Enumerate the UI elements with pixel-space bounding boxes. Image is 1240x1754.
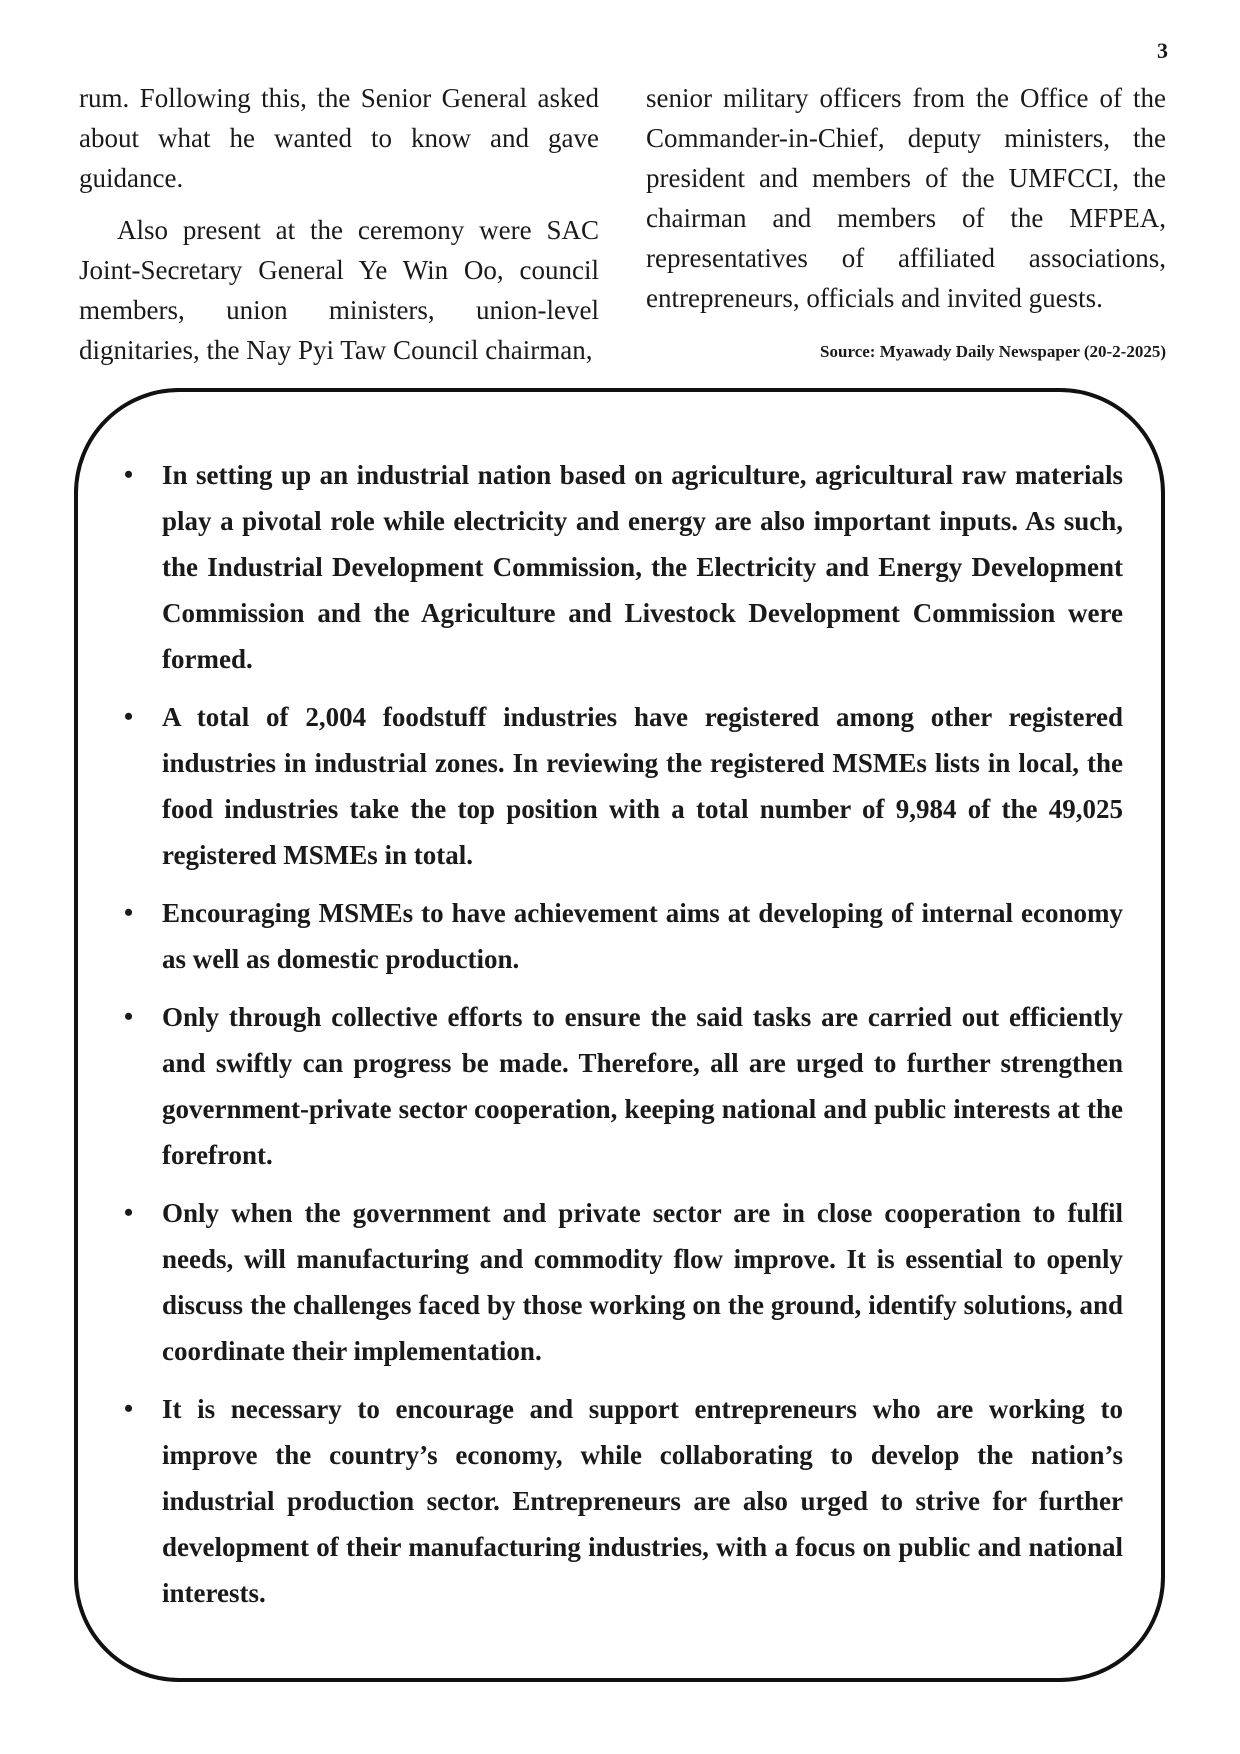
paragraph-continued: rum. Following this, the Senior General asked about what he wanted to know and gave guidance. (79, 83, 599, 193)
bullet-icon: • (124, 1394, 134, 1423)
highlights-list (118, 452, 1123, 1628)
highlight-text: Only when the government and private sector are in close cooperation to fulfil needs, will manufacturing and commodity flow improve. It is essential to openly discuss the challenges faced by those working on the ground, identify solutions, and coordinate their implementation. (162, 1198, 1123, 1366)
paragraph-attendees-continued: senior military officers from the Office of the Commander-in-Chief, deputy ministers, the president and members of the UMFCCI, the chairman and members of the MFPEA, representatives of affiliated associations, entrepreneurs, officials and invited guests. (646, 83, 1166, 313)
bullet-icon: • (124, 898, 134, 927)
highlight-item (118, 1190, 1123, 1374)
highlight-text: Only through collective efforts to ensure the said tasks are carried out efficiently and swiftly can progress be made. Therefore, all are urged to further strengthen government-private sector cooperation, keeping national and public interests at the forefront. (162, 1002, 1123, 1170)
article-columns (79, 78, 1166, 372)
bullet-icon: • (124, 702, 134, 731)
highlight-item (118, 890, 1123, 982)
source-citation: Source: Myawady Daily Newspaper (20-2-2025) (820, 342, 1166, 361)
right-column (646, 78, 1166, 372)
bullet-icon: • (124, 460, 134, 489)
highlight-text: Encouraging MSMEs to have achievement aims at developing of internal economy as well as domestic production. (162, 898, 1123, 974)
highlight-item (118, 452, 1123, 682)
bullet-icon: • (124, 1198, 134, 1227)
left-column (79, 78, 599, 372)
highlight-item (118, 1386, 1123, 1616)
highlight-item (118, 994, 1123, 1178)
highlight-text: It is necessary to encourage and support entrepreneurs who are working to improve the country’s economy, while collaborating to develop the nation’s industrial production sector. Entrepreneurs are also urged to strive for further development of their manufacturing industries, with a focus on public and national interests. (162, 1394, 1123, 1608)
page-number: 3 (1157, 38, 1168, 63)
highlight-text: In setting up an industrial nation based on agriculture, agricultural raw materials play a pivotal role while electricity and energy are also important inputs. As such, the Industrial Development Commission, the Electricity and Energy Development Commission and the Agriculture and Livestock Development Commission were formed. (162, 460, 1123, 674)
highlight-item (118, 694, 1123, 878)
paragraph-attendees: Also present at the ceremony were SAC Joint-Secretary General Ye Win Oo, council members, union ministers, union-level dignitaries, the Nay Pyi Taw Council chairman, (79, 215, 599, 365)
highlight-text: A total of 2,004 foodstuff industries have registered among other registered industries in industrial zones. In reviewing the registered MSMEs lists in local, the food industries take the top position with a total number of 9,984 of the 49,025 registered MSMEs in total. (162, 702, 1123, 870)
bullet-icon: • (124, 1002, 134, 1031)
